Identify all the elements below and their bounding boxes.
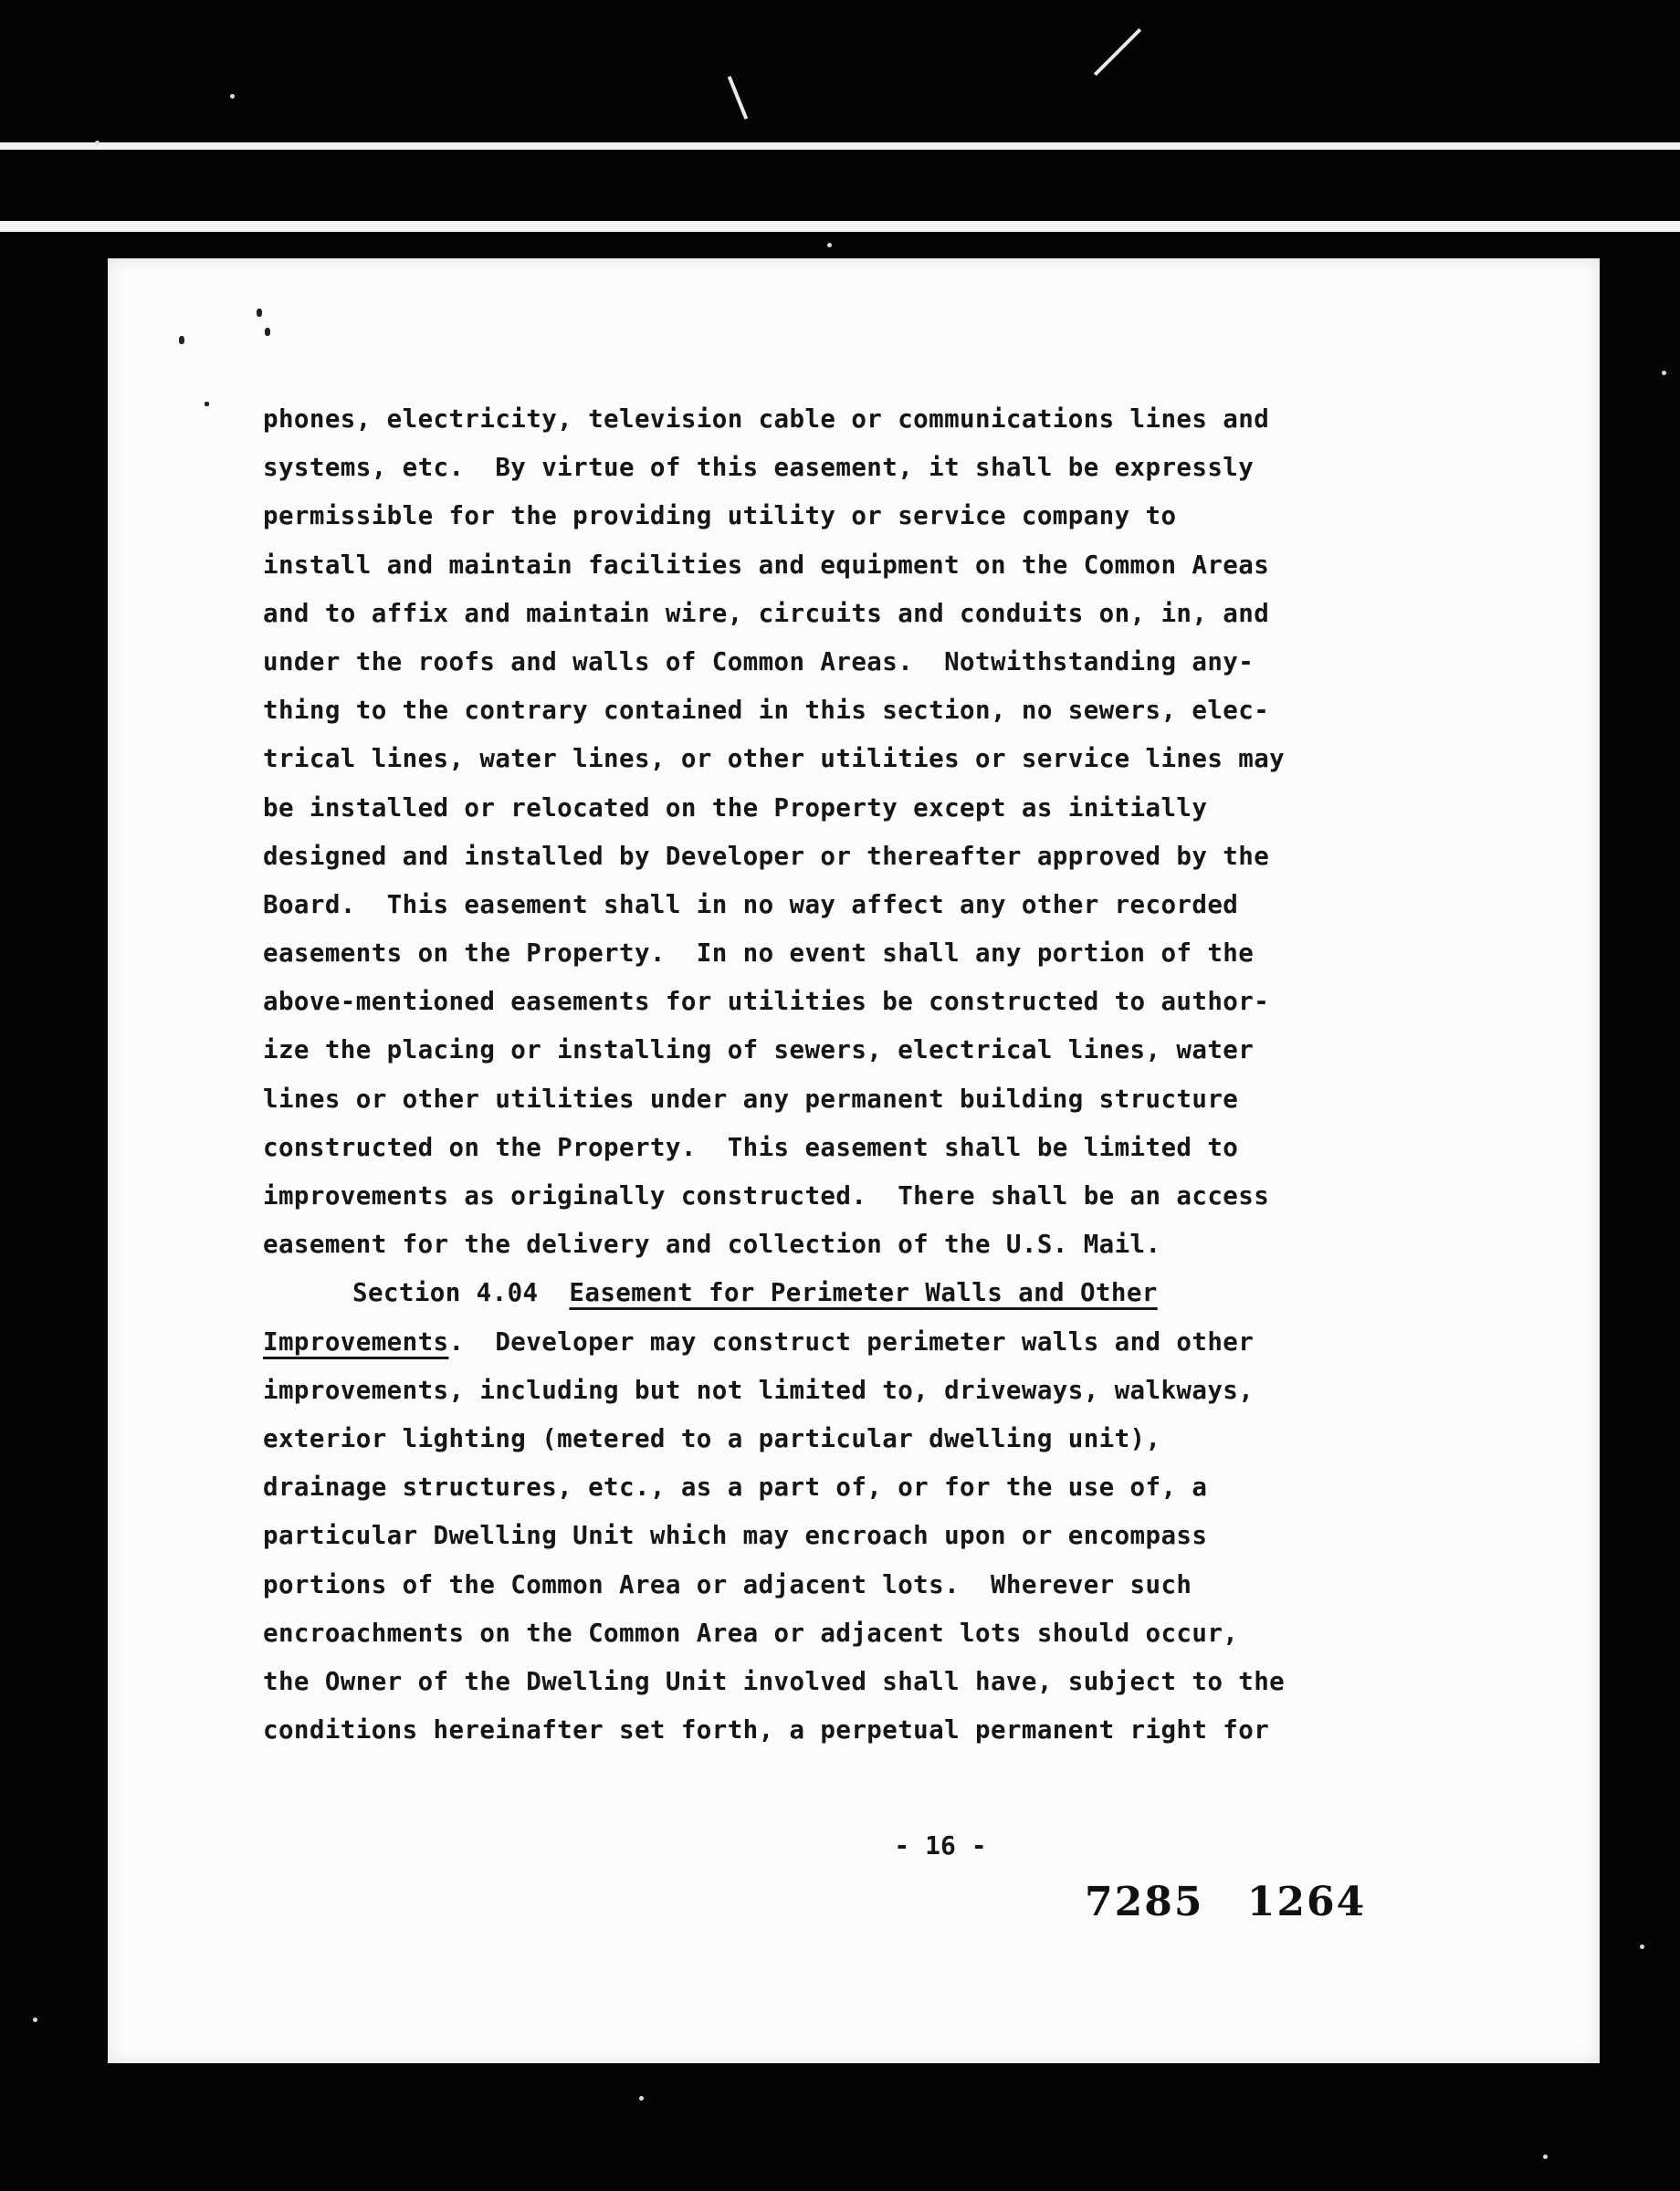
text-line: lines or other utilities under any permanent building structure: [263, 1084, 1239, 1114]
body-text: [263, 395, 1559, 1755]
text-line: drainage structures, etc., as a part of, or for the use of, a: [263, 1473, 1208, 1503]
text-line: above-mentioned easements for utilities be constructed to author-: [263, 987, 1270, 1017]
section-heading-line: [263, 1269, 1559, 1317]
scan-artifact: [639, 2096, 644, 2101]
scan-artifact: [230, 94, 235, 99]
text-line: [263, 1318, 1559, 1367]
text-line: install and maintain facilities and equipment on the Common Areas: [263, 550, 1270, 580]
scan-artifact: [1662, 371, 1666, 375]
text-line: under the roofs and walls of Common Areas. Notwithstanding any-: [263, 646, 1255, 676]
scan-artifact: [179, 336, 184, 344]
scan-artifact: [1094, 28, 1141, 76]
text-line: designed and installed by Developer or thereafter approved by the: [263, 841, 1270, 871]
text-line: the Owner of the Dwelling Unit involved shall have, subject to the: [263, 1666, 1286, 1696]
text-line: phones, electricity, television cable or communications lines and: [263, 404, 1270, 434]
text-line: exterior lighting (metered to a particular dwelling unit),: [263, 1423, 1161, 1453]
text-line: improvements as originally constructed. There shall be an access: [263, 1181, 1270, 1211]
section-heading: Improvements: [263, 1326, 449, 1357]
text-line: portions of the Common Area or adjacent lots. Wherever such: [263, 1569, 1192, 1599]
text-line: conditions hereinafter set forth, a perpetual permanent right for: [263, 1715, 1270, 1745]
page-number: - 16 -: [894, 1830, 987, 1861]
scan-artifact: [1543, 2154, 1548, 2159]
text-line: particular Dwelling Unit which may encroach upon or encompass: [263, 1521, 1208, 1551]
text-line: and to affix and maintain wire, circuits and conduits on, in, and: [263, 598, 1270, 628]
section-number: Section 4.04: [352, 1278, 539, 1308]
text-line: Board. This easement shall in no way affect any other recorded: [263, 889, 1239, 919]
scan-artifact: [95, 141, 100, 145]
text-line: constructed on the Property. This easement shall be limited to: [263, 1132, 1239, 1162]
scan-artifact: [257, 309, 262, 317]
scan-artifact: [33, 2018, 37, 2022]
text-line: ize the placing or installing of sewers, electrical lines, water: [263, 1035, 1255, 1065]
section-heading: Easement for Perimeter Walls and Other: [569, 1278, 1158, 1308]
scan-border: [0, 142, 1680, 150]
text-line: encroachments on the Common Area or adjacent lots should occur,: [263, 1618, 1239, 1648]
scan-artifact: [827, 243, 832, 247]
text-line: trical lines, water lines, or other utilities or service lines may: [263, 744, 1286, 774]
text-line: be installed or relocated on the Property except as initially: [263, 792, 1208, 823]
text-line: thing to the contrary contained in this section, no sewers, elec-: [263, 696, 1270, 726]
scan-border: [0, 221, 1680, 232]
scan-artifact: [728, 76, 748, 120]
text-line: easement for the delivery and collection of the U.S. Mail.: [263, 1230, 1161, 1260]
document-page: [108, 258, 1600, 2063]
text-line: systems, etc. By virtue of this easement, it shall be expressly: [263, 453, 1255, 483]
text-line: improvements, including but not limited to, driveways, walkways,: [263, 1375, 1255, 1405]
section-text: . Developer may construct perimeter walls and other: [448, 1326, 1255, 1357]
text-line: permissible for the providing utility or service company to: [263, 501, 1177, 531]
recording-numbers: 7285 1264: [1085, 1879, 1367, 1925]
scan-artifact: [1640, 1945, 1644, 1949]
scan-artifact: [265, 328, 270, 336]
scan-artifact: [205, 402, 209, 406]
text-line: easements on the Property. In no event shall any portion of the: [263, 938, 1255, 969]
